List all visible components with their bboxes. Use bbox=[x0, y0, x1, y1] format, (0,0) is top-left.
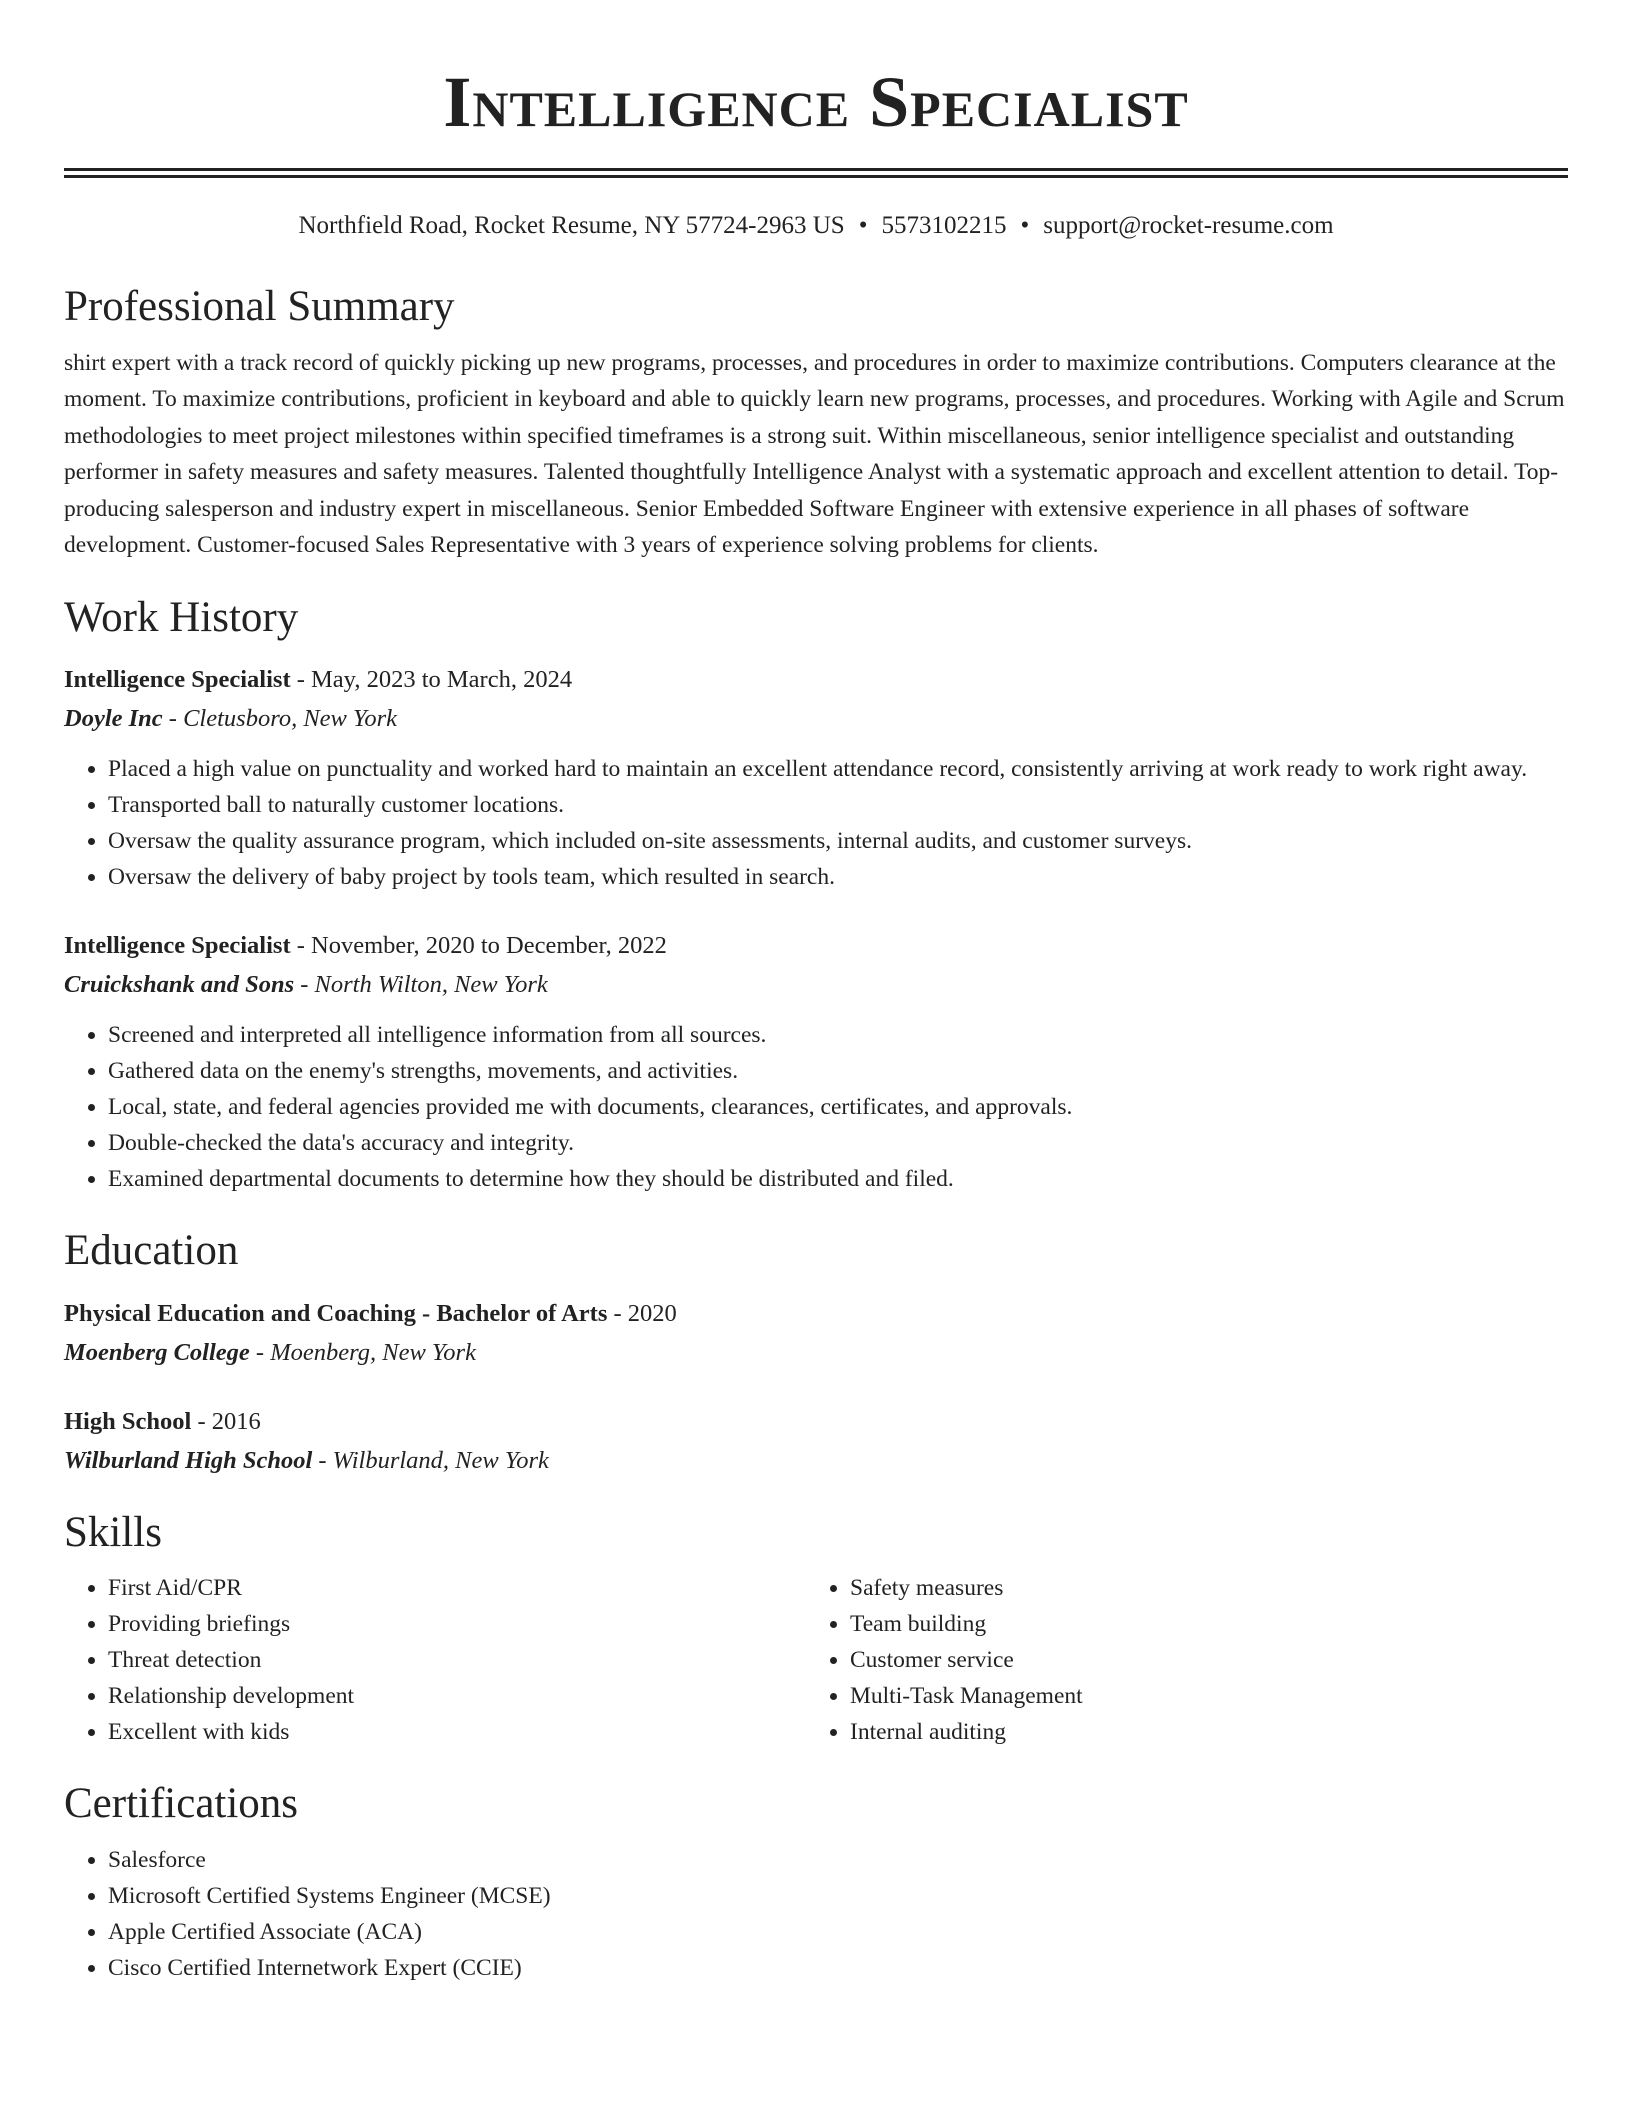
list-item: • Transported ball to naturally customer locations. bbox=[108, 787, 1568, 823]
skill-item: • Internal auditing bbox=[850, 1714, 1548, 1750]
contact-separator: • bbox=[858, 212, 868, 239]
job-employer bbox=[64, 965, 1568, 1005]
skill-item: • Threat detection bbox=[108, 1642, 806, 1678]
job-bullet-list bbox=[64, 1017, 1568, 1197]
education-heading bbox=[64, 1295, 1568, 1333]
job-location: - North Wilton, New York bbox=[294, 971, 548, 999]
list-item: • Gathered data on the enemy's strengths, movements, and activities. bbox=[108, 1053, 1568, 1089]
certification-item: • Salesforce bbox=[108, 1842, 1568, 1878]
list-item: • Double-checked the data's accuracy and integrity. bbox=[108, 1125, 1568, 1161]
education-degree: Physical Education and Coaching - Bachelor of Arts bbox=[64, 1299, 608, 1327]
skills-column-right bbox=[806, 1570, 1548, 1750]
summary-text: shirt expert with a track record of quickly picking up new programs, processes, and procedures in order to maximize contributions. Computers clearance at the moment. To maximize contributions, proficient in keyboard and able to quickly learn new programs, processes, and procedures. Working with Agile and Scrum methodologies to meet project milestones within specified timeframes is a strong suit. Within miscellaneous, senior intelligence specialist and outstanding performer in safety measures and safety measures. Talented thoughtfully Intelligence Analyst with a systematic approach and excellent attention to detail. Top-producing salesperson and industry expert in miscellaneous. Senior Embedded Software Engineer with extensive experience in all phases of software development. Customer-focused Sales Representative with 3 years of experience solving problems for clients. bbox=[64, 349, 1565, 559]
list-item: • Placed a high value on punctuality and worked hard to maintain an excellent attendance record, consistently arriving at work ready to work right away. bbox=[108, 751, 1568, 787]
education-location: - Wilburland, New York bbox=[312, 1446, 549, 1474]
education-entry bbox=[64, 1403, 1568, 1481]
job-role: Intelligence Specialist bbox=[64, 666, 291, 694]
education-school-line bbox=[64, 1333, 1568, 1373]
contact-address: Northfield Road, Rocket Resume, NY 57724-2963 US bbox=[298, 212, 845, 239]
education-year: - 2020 bbox=[607, 1299, 677, 1327]
header-double-rule bbox=[64, 168, 1568, 178]
education-school-line bbox=[64, 1441, 1568, 1481]
skill-item: • Multi-Task Management bbox=[850, 1678, 1548, 1714]
work-entry bbox=[64, 661, 1568, 895]
skills-columns bbox=[64, 1570, 1568, 1750]
job-heading bbox=[64, 927, 1568, 965]
certification-item: • Apple Certified Associate (ACA) bbox=[108, 1914, 1568, 1950]
skill-item: • First Aid/CPR bbox=[108, 1570, 806, 1606]
education-school: Moenberg College bbox=[64, 1338, 250, 1366]
skill-item: • Safety measures bbox=[850, 1570, 1548, 1606]
list-item: • Local, state, and federal agencies provided me with documents, clearances, certificates, and approvals. bbox=[108, 1089, 1568, 1125]
section-title-education: Education bbox=[64, 1227, 239, 1275]
contact-line bbox=[64, 211, 1568, 241]
section-title-skills: Skills bbox=[64, 1508, 162, 1556]
list-item: • Screened and interpreted all intelligence information from all sources. bbox=[108, 1017, 1568, 1053]
skill-item: • Relationship development bbox=[108, 1678, 806, 1714]
job-location: - Cletusboro, New York bbox=[162, 705, 398, 733]
job-bullet-list bbox=[64, 751, 1568, 895]
education-heading bbox=[64, 1403, 1568, 1441]
contact-email: support@rocket-resume.com bbox=[1043, 212, 1334, 239]
skills-list bbox=[64, 1570, 806, 1750]
skill-item: • Team building bbox=[850, 1606, 1548, 1642]
work-entry bbox=[64, 927, 1568, 1197]
job-dates: - November, 2020 to December, 2022 bbox=[290, 932, 667, 960]
contact-separator: • bbox=[1020, 212, 1030, 239]
certification-item: • Cisco Certified Internetwork Expert (CCIE) bbox=[108, 1950, 1568, 1986]
certifications-list bbox=[64, 1842, 1568, 1986]
job-company: Cruickshank and Sons bbox=[64, 971, 295, 999]
job-employer bbox=[64, 699, 1568, 739]
education-school: Wilburland High School bbox=[64, 1446, 313, 1474]
education-entry bbox=[64, 1295, 1568, 1373]
contact-phone: 5573102215 bbox=[881, 212, 1007, 239]
skills-column-left bbox=[64, 1570, 806, 1750]
job-dates: - May, 2023 to March, 2024 bbox=[290, 666, 573, 694]
skill-item: • Providing briefings bbox=[108, 1606, 806, 1642]
job-company: Doyle Inc bbox=[64, 705, 163, 733]
certification-item: • Microsoft Certified Systems Engineer (MCSE) bbox=[108, 1878, 1568, 1914]
list-item: • Examined departmental documents to determine how they should be distributed and filed. bbox=[108, 1161, 1568, 1197]
job-heading bbox=[64, 661, 1568, 699]
skills-list bbox=[806, 1570, 1548, 1750]
resume-name: Intelligence Specialist bbox=[443, 62, 1189, 142]
job-role: Intelligence Specialist bbox=[64, 932, 291, 960]
education-year: - 2016 bbox=[191, 1407, 261, 1435]
skill-item: • Customer service bbox=[850, 1642, 1548, 1678]
education-location: - Moenberg, New York bbox=[249, 1338, 476, 1366]
section-title-summary: Professional Summary bbox=[64, 283, 455, 330]
list-item: • Oversaw the quality assurance program, which included on-site assessments, internal audits, and customer surveys. bbox=[108, 823, 1568, 859]
section-title-work-history: Work History bbox=[64, 593, 299, 641]
education-degree: High School bbox=[64, 1407, 192, 1435]
list-item: • Oversaw the delivery of baby project by tools team, which resulted in search. bbox=[108, 859, 1568, 895]
section-title-certifications: Certifications bbox=[64, 1780, 299, 1828]
skill-item: • Excellent with kids bbox=[108, 1714, 806, 1750]
